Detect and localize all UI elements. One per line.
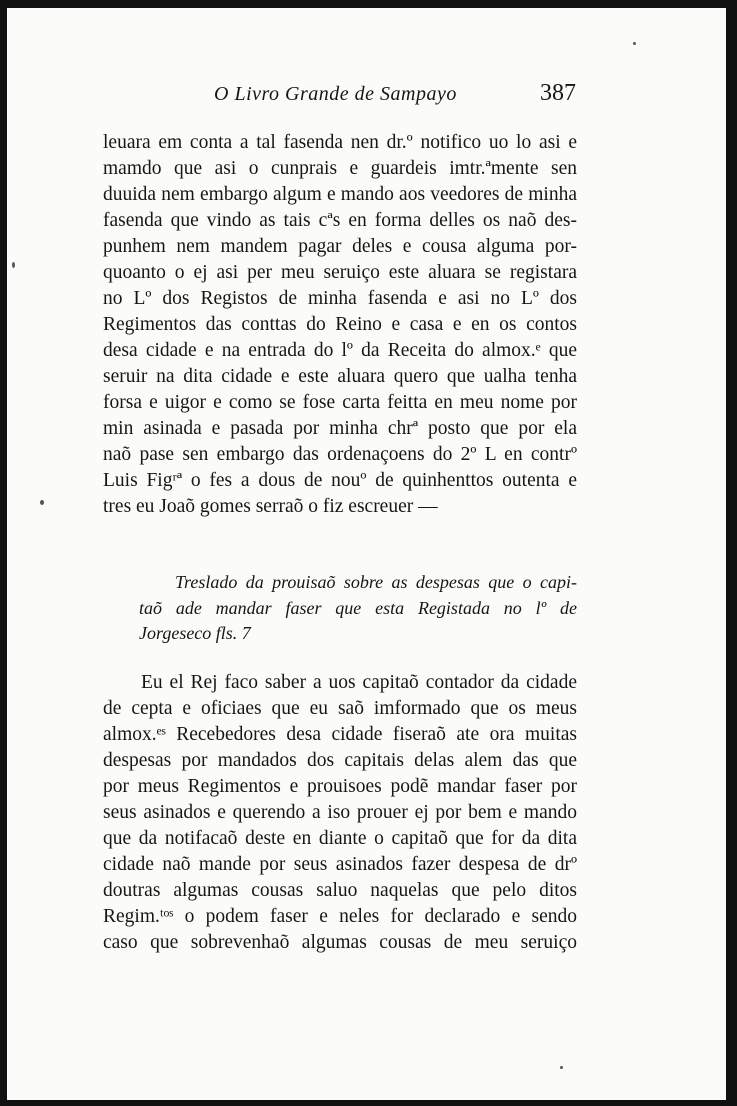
text-line: fasenda que vindo as tais cªs en forma delles os naõ des- (103, 210, 577, 231)
text-line: Eu el Rej faco saber a uos capitaõ contador da cidade (141, 672, 577, 693)
ink-speck (40, 500, 44, 505)
running-title: O Livro Grande de Sampayo (214, 83, 457, 105)
text-line: despesas por mandados dos capitais delas alem das que (103, 750, 577, 771)
text-line: no Lº dos Registos de minha fasenda e asi no Lº dos (103, 288, 577, 309)
text-line: mamdo que asi o cunprais e guardeis imtr.ªmente sen (103, 158, 577, 179)
text-line: almox.ᵉˢ Recebedores desa cidade fiseraõ ate ora muitas (103, 724, 577, 745)
text-line: duuida nem embargo algum e mando aos veedores de minha (103, 184, 577, 205)
text-line: forsa e uigor e como se fose carta feitta en meu nome por (103, 392, 577, 413)
text-line: Regim.ᵗᵒˢ o podem faser e neles for declarado e sendo (103, 906, 577, 927)
paragraph-decree (103, 670, 577, 956)
ink-speck (633, 42, 636, 45)
text-line: por meus Regimentos e prouisoes podẽ mandar faser por (103, 776, 577, 797)
text-line: Luis Figʳª o fes a dous de nouº de quinhenttos outenta e (103, 470, 577, 491)
page-number: 387 (540, 80, 576, 106)
text-line: seruir na dita cidade e este aluara quero que ualha tenha (103, 366, 577, 387)
text-line: naõ pase sen embargo das ordenaçoens do 2º L en contrº (103, 444, 577, 465)
text-line: quoanto o ej asi per meu seruiço este aluara se registara (103, 262, 577, 283)
heading-line: taõ ade mandar faser que esta Registada no lº de (139, 597, 577, 618)
text-line: que da notifacaõ deste en diante o capitaõ que for da dita (103, 828, 577, 849)
paragraph-continued (103, 130, 577, 520)
ink-speck (12, 262, 15, 268)
text-line: de cepta e oficiaes que eu saõ imformado que os meus (103, 698, 577, 719)
text-line: tres eu Joaõ gomes serraõ o fiz escreuer — (103, 496, 438, 517)
page-header (0, 80, 737, 114)
text-line: Regimentos das conttas do Reino e casa e en os contos (103, 314, 577, 335)
heading-line: Treslado da prouisaõ sobre as despesas que o capi- (175, 572, 577, 592)
text-line: desa cidade e na entrada do lº da Receita do almox.ᵉ que (103, 340, 577, 361)
ink-speck (560, 1066, 563, 1069)
text-line: punhem nem mandem pagar deles e cousa alguma por- (103, 236, 577, 257)
text-line: caso que sobrevenhaõ algumas cousas de meu seruiço (103, 932, 577, 953)
text-line: cidade naõ mande por seus asinados fazer despesa de drº (103, 854, 577, 875)
heading-line: Jorgeseco fls. 7 (139, 623, 251, 643)
text-line: leuara em conta a tal fasenda nen dr.º notifico uo lo asi e (103, 132, 577, 153)
text-line: min asinada e pasada por minha chrª posto que por ela (103, 418, 577, 439)
section-heading (103, 570, 577, 647)
text-line: seus asinados e querendo a iso prouer ej por bem e mando (103, 802, 577, 823)
text-line: doutras algumas cousas saluo naquelas que pelo ditos (103, 880, 577, 901)
